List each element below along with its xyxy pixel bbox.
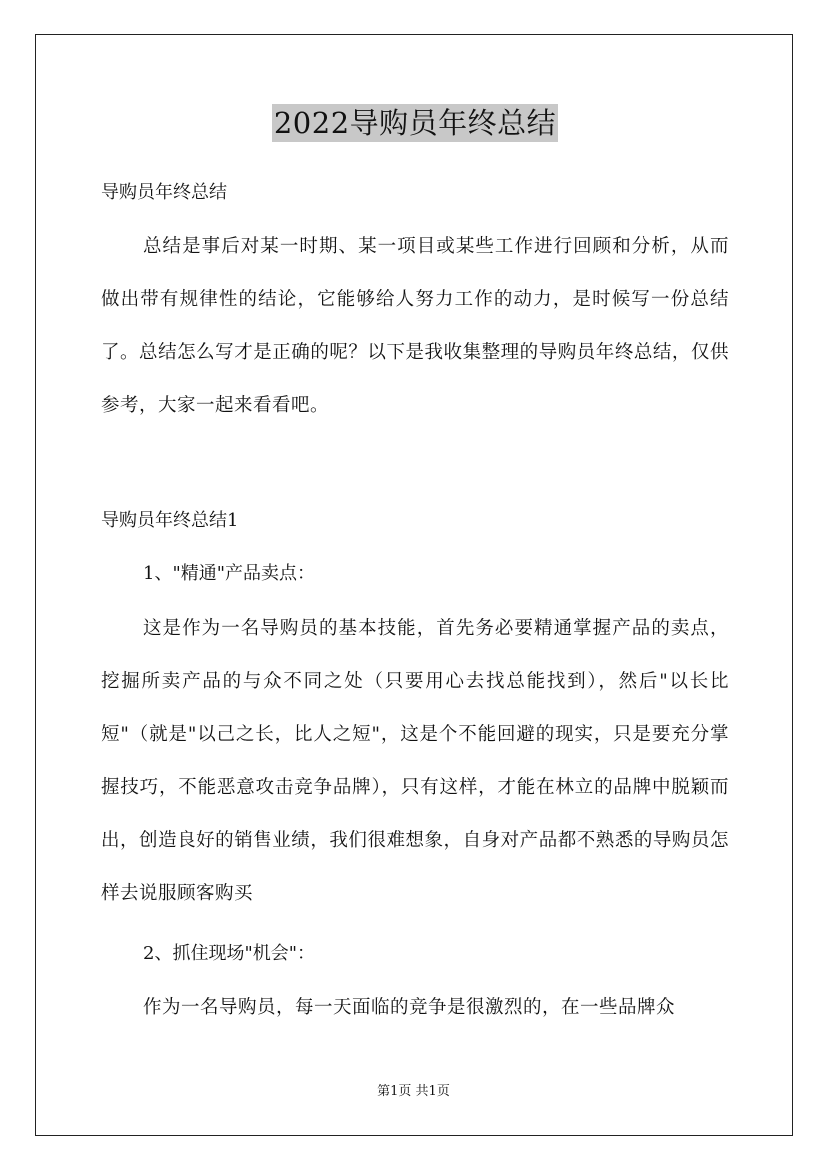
item2-label: 2、抓住现场"机会"： — [143, 943, 316, 964]
title-container — [101, 104, 729, 142]
section1-heading: 导购员年终总结1 — [101, 510, 239, 531]
document-title: 2022导购员年终总结 — [273, 106, 557, 140]
item1-paragraph: 这是作为一名导购员的基本技能，首先务必要精通掌握产品的卖点，挖掘所卖产品的与众不同之处（只要用心去找总能找到），然后"以长比短"（就是"以己之长，比人之短"，这是个不能回避的现实，只是要充分掌握技巧，不能恶意攻击竞争品牌），只有这样，才能在林立的品牌中脱颖而出，创造良好的销售业绩，我们很难想象，自身对产品都不熟悉的导购员怎样去说服顾客购买 — [101, 618, 729, 904]
item2-paragraph: 作为一名导购员，每一天面临的竞争是很激烈的，在一些品牌众 — [143, 997, 676, 1018]
intro-paragraph: 总结是事后对某一时期、某一项目或某些工作进行回顾和分析，从而做出带有规律性的结论，它能够给人努力工作的动力，是时候写一份总结了。总结怎么写才是正确的呢？以下是我收集整理的导购员年终总结，仅供参考，大家一起来看看吧。 — [101, 236, 729, 416]
intro-heading: 导购员年终总结 — [101, 182, 227, 203]
item1-label: 1、"精通"产品卖点： — [143, 563, 316, 584]
page-footer: 第1页 共1页 — [377, 1084, 450, 1099]
